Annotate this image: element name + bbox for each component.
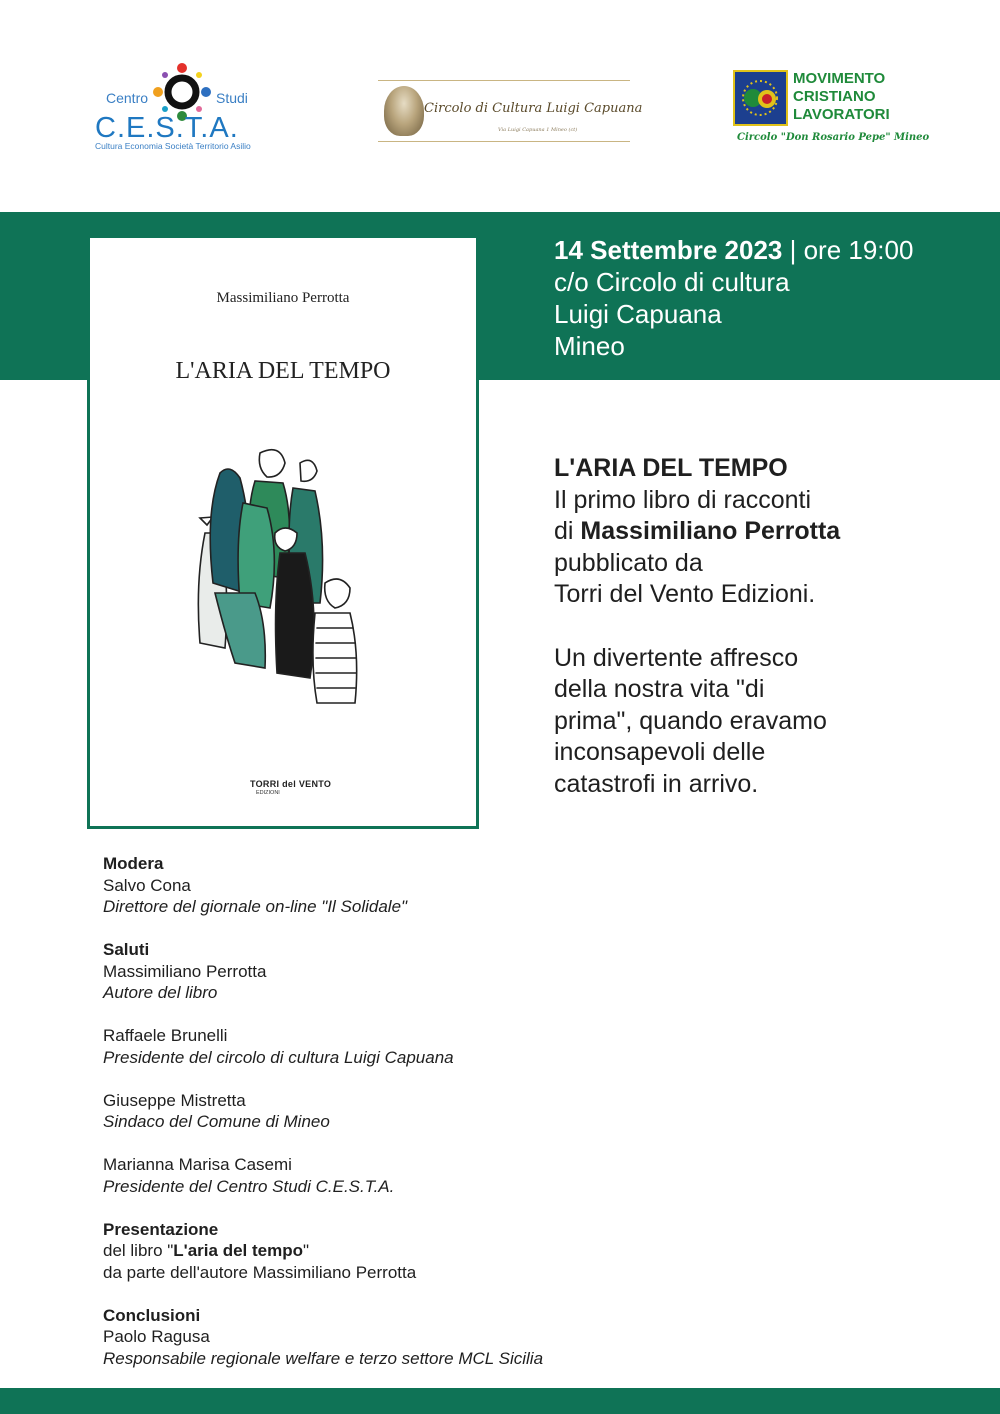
circolo-title: Circolo di Cultura Luigi Capuana (424, 101, 643, 116)
saluti-label: Saluti (103, 940, 150, 959)
mcl-subtitle: Circolo "Don Rosario Pepe" Mineo (737, 132, 930, 143)
conclusioni-label: Conclusioni (103, 1305, 201, 1325)
cesta-logo (90, 62, 280, 157)
program (103, 853, 543, 1391)
speaker-name: Raffaele Brunelli (103, 1026, 228, 1045)
event-date: 14 Settembre 2023 (554, 235, 783, 265)
mcl-logo (733, 70, 930, 150)
program-speaker (103, 1154, 543, 1197)
speaker-role: Autore del libro (103, 983, 218, 1002)
cover-publisher-sub: EDIZIONI (256, 790, 280, 796)
modera-role: Direttore del giornale on-line "Il Solidale" (103, 897, 408, 916)
mcl-name: MOVIMENTO CRISTIANO LAVORATORI (793, 70, 890, 123)
description-para2-line-5: catastrofi in arrivo. (554, 769, 759, 798)
book-cover (87, 235, 479, 829)
cesta-name: C.E.S.T.A. (95, 112, 239, 144)
description-para2-line-2: della nostra vita "di (554, 675, 765, 703)
event-date-line (554, 234, 913, 266)
event-separator: | (782, 235, 804, 265)
cover-author: Massimiliano Perrotta (216, 290, 350, 306)
mcl-emblem-icon (733, 70, 788, 126)
circolo-logo (378, 80, 643, 142)
cesta-studi-text: Studi (216, 90, 248, 106)
book-description (554, 453, 840, 800)
description-line-2: di Massimiliano Perrotta (554, 517, 841, 545)
speaker-name: Massimiliano Perrotta (103, 961, 267, 981)
cover-title: L'ARIA DEL TEMPO (175, 358, 391, 384)
presentazione-label: Presentazione (103, 1219, 219, 1239)
event-time: ore 19:00 (803, 235, 914, 265)
description-line-4: Torri del Vento Edizioni. (554, 580, 816, 608)
program-speaker (103, 1025, 543, 1068)
speaker-role: Sindaco del Comune di Mineo (103, 1112, 330, 1131)
description-line-1: Il primo libro di racconti (554, 485, 812, 514)
program-conclusioni (103, 1305, 543, 1370)
cover-illustration (185, 433, 385, 723)
footer-band (0, 1388, 1000, 1414)
circolo-fine-print: Via Luigi Capuana 1 Mineo (ct) (498, 127, 578, 133)
speaker-name: Giuseppe Mistretta (103, 1090, 246, 1110)
event-info (554, 234, 913, 362)
program-modera (103, 853, 543, 918)
presentazione-line-2: da parte dell'autore Massimiliano Perrotta (103, 1262, 417, 1282)
modera-name: Salvo Cona (103, 875, 191, 895)
cesta-tagline: Cultura Economia Società Territorio Asilio (95, 141, 251, 151)
speaker-name: Marianna Marisa Casemi (103, 1155, 292, 1174)
presentazione-book-title: L'aria del tempo (173, 1241, 303, 1260)
speaker-role: Presidente del Centro Studi C.E.S.T.A. (103, 1176, 395, 1196)
modera-label: Modera (103, 854, 164, 873)
program-presentazione (103, 1219, 543, 1284)
conclusioni-name: Paolo Ragusa (103, 1327, 210, 1346)
event-venue-2: Luigi Capuana (554, 299, 722, 329)
conclusioni-role: Responsabile regionale welfare e terzo settore MCL Sicilia (103, 1348, 544, 1368)
program-saluti (103, 939, 543, 1004)
event-venue-3: Mineo (554, 331, 625, 361)
description-author: Massimiliano Perrotta (580, 517, 841, 545)
description-line-3: pubblicato da (554, 548, 703, 577)
description-para2-line-4: inconsapevoli delle (554, 738, 766, 766)
speaker-role: Presidente del circolo di cultura Luigi Capuana (103, 1047, 454, 1067)
presentazione-line-1: del libro "L'aria del tempo" (103, 1241, 310, 1260)
capuana-portrait-icon (384, 86, 424, 136)
description-para2-line-3: prima", quando eravamo (554, 706, 827, 735)
description-para2-line-1: Un divertente affresco (554, 643, 799, 672)
program-speaker (103, 1090, 543, 1133)
event-venue-1: c/o Circolo di cultura (554, 267, 790, 297)
description-heading: L'ARIA DEL TEMPO (554, 454, 788, 482)
cesta-centro-text: Centro (106, 90, 149, 106)
cover-publisher: TORRI del VENTO (250, 779, 332, 789)
